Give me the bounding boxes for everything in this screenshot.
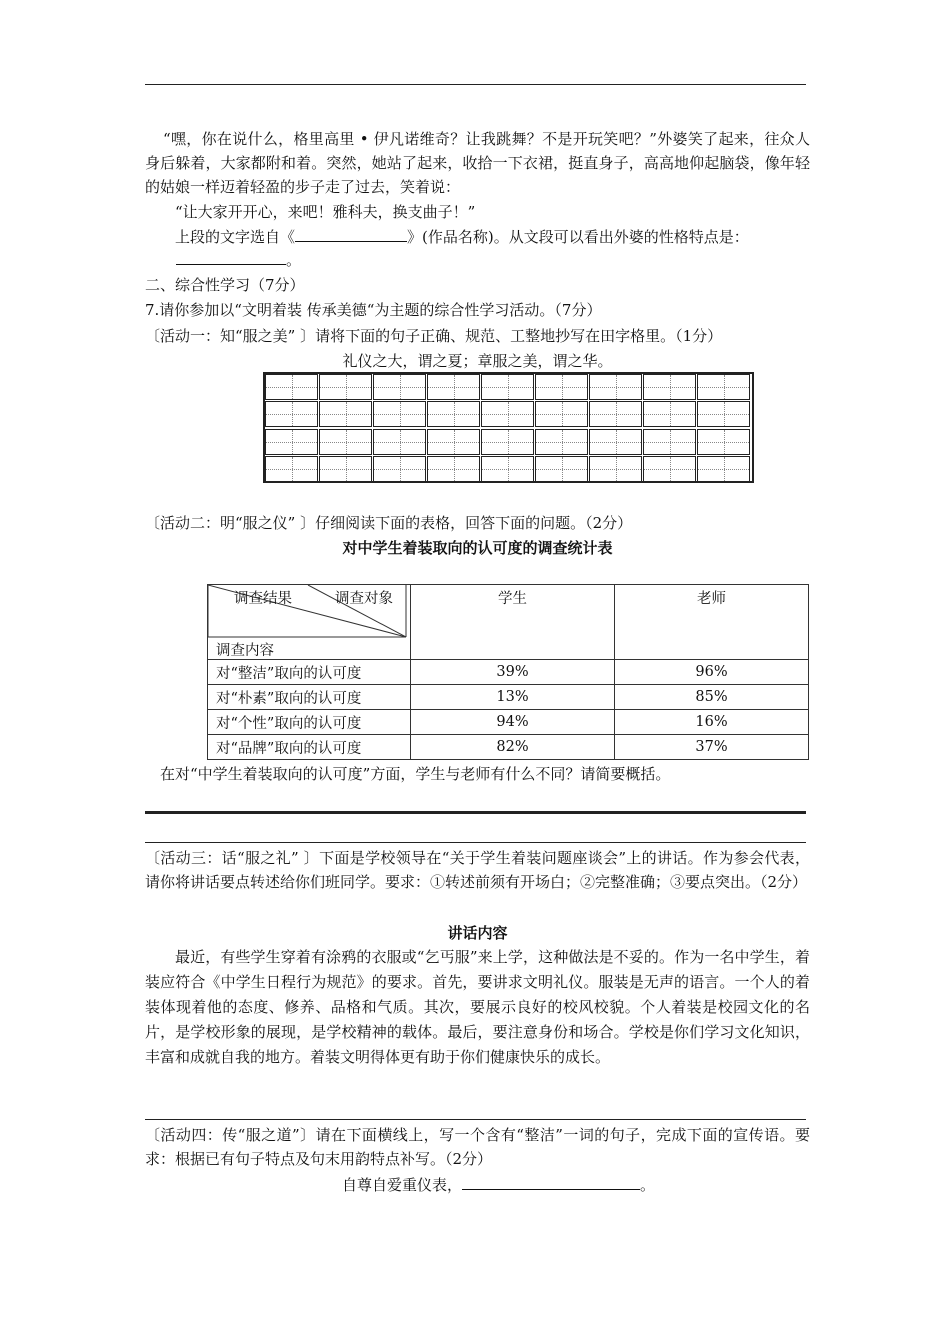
slogan-text: 自尊自爱重仪表， — [342, 1176, 463, 1194]
speech-content: 最近，有些学生穿着有涂鸦的衣服或“乞丐服”来上学，这种做法是不妥的。作为一名中学生，着装应符合《中学生日程行为规范》的要求。首先，要讲求文明礼仪。服装是无声的语言。一个人的着装体现着他的态度、修养、品格和气质。其次，要展示良好的校风校貌。个人着装是校园文化的名片，是学校形象的展现，是学校精神的载体。最后，要注意身份和场合。学校是你们学习文化知识，丰富和成就自我的地方。着装文明得体更有助于你们健康快乐的成长。 — [145, 948, 810, 1066]
grid-cell[interactable] — [427, 401, 480, 427]
row-label: 对“个性”取向的认可度 — [208, 710, 411, 735]
row-label: 对“整洁”取向的认可度 — [208, 660, 411, 685]
table-row — [208, 735, 809, 760]
grid-cell[interactable] — [481, 429, 534, 455]
activity-1-sentence: 礼仪之大，谓之夏；章服之美，谓之华。 — [342, 352, 613, 370]
activity-2-question: 在对“中学生着装取向的认可度”方面，学生与老师有什么不同？请简要概括。 — [160, 765, 671, 783]
activity-3-text: 〔活动三：话“服之礼” 〕下面是学校领导在“关于学生着装问题座谈会”上的讲话。作为参会代表，请你将讲话要点转述给你们班同学。要求：①转述前须有开场白；②完整准确；③要点突出。（2分） — [145, 849, 810, 891]
speech-title: 讲话内容 — [447, 924, 508, 942]
grid-cell[interactable] — [481, 374, 534, 400]
grid-cell[interactable] — [319, 429, 372, 455]
grid-cell[interactable] — [697, 456, 750, 482]
col-teacher-header: 老师 — [615, 585, 809, 660]
question-source-b: 》(作品名称)。从文段可以看出外婆的性格特点是： — [407, 228, 749, 246]
student-value: 82% — [411, 735, 615, 760]
grid-cell[interactable] — [319, 401, 372, 427]
trait-answer-line — [176, 248, 301, 272]
grid-cell[interactable] — [697, 429, 750, 455]
question-7: 7.请你参加以“文明着装 传承美德“为主题的综合性学习活动。（7分） — [145, 301, 602, 319]
question-source — [145, 225, 810, 249]
grid-cell[interactable] — [643, 401, 696, 427]
survey-table-title: 对中学生着装取向的认可度的调查统计表 — [342, 539, 613, 557]
header-result: 调查结果 — [234, 591, 292, 607]
answer-line[interactable] — [145, 842, 806, 843]
grid-cell[interactable] — [697, 401, 750, 427]
header-object: 调查对象 — [335, 591, 393, 607]
grid-cell[interactable] — [319, 374, 372, 400]
work-title-blank[interactable] — [295, 226, 407, 242]
grid-cell[interactable] — [481, 456, 534, 482]
teacher-value: 96% — [615, 660, 809, 685]
teacher-value: 85% — [615, 685, 809, 710]
grid-cell[interactable] — [265, 401, 318, 427]
student-value: 94% — [411, 710, 615, 735]
activity-2-text: 〔活动二：明“服之仪” 〕仔细阅读下面的表格，回答下面的问题。（2分） — [145, 514, 633, 532]
slogan-line — [342, 1173, 655, 1197]
survey-table — [207, 584, 809, 760]
teacher-value: 16% — [615, 710, 809, 735]
grid-cell[interactable] — [427, 456, 480, 482]
diagonal-header-cell — [208, 585, 411, 660]
row-label: 对“品牌”取向的认可度 — [208, 735, 411, 760]
top-rule — [145, 84, 806, 85]
grid-cell[interactable] — [643, 429, 696, 455]
passage-paragraph: “嘿，你在说什么，格里高里 • 伊凡诺维奇？让我跳舞？不是开玩笑吧？”外婆笑了起来，往众人身后躲着，大家都附和着。突然，她站了起来，收拾一下衣裙，挺直身子，高高地仰起脑袋，像年轻的姑娘一样迈着轻盈的步子走了过去，笑着说： — [145, 130, 810, 196]
grid-cell[interactable] — [265, 456, 318, 482]
grid-cell[interactable] — [643, 456, 696, 482]
answer-line-thick[interactable] — [145, 811, 806, 814]
section-heading: 二、综合性学习（7分） — [145, 276, 305, 294]
trait-end: 。 — [286, 251, 302, 269]
grid-cell[interactable] — [373, 374, 426, 400]
slogan-blank[interactable] — [462, 1174, 640, 1190]
grid-cell[interactable] — [589, 374, 642, 400]
grid-cell[interactable] — [589, 429, 642, 455]
separator-line — [145, 1119, 806, 1120]
header-content: 调查内容 — [216, 643, 274, 659]
grid-cell[interactable] — [697, 374, 750, 400]
tianzige-grid[interactable] — [263, 372, 754, 483]
grid-cell[interactable] — [373, 429, 426, 455]
grid-cell[interactable] — [373, 401, 426, 427]
table-row — [208, 710, 809, 735]
row-label: 对“朴素”取向的认可度 — [208, 685, 411, 710]
col-student-header: 学生 — [411, 585, 615, 660]
activity-4-text: 〔活动四：传“服之道”〕请在下面横线上，写一个含有“整洁”一词的句子，完成下面的宣传语。要求：根据已有句子特点及句末用韵特点补写。（2分） — [145, 1126, 810, 1168]
grid-cell[interactable] — [535, 429, 588, 455]
table-row — [208, 685, 809, 710]
grid-cell[interactable] — [427, 429, 480, 455]
grid-cell[interactable] — [535, 374, 588, 400]
grid-cell[interactable] — [373, 456, 426, 482]
grid-cell[interactable] — [481, 401, 534, 427]
grid-cell[interactable] — [535, 401, 588, 427]
student-value: 13% — [411, 685, 615, 710]
grid-cell[interactable] — [589, 456, 642, 482]
table-row — [208, 660, 809, 685]
grid-cell[interactable] — [535, 456, 588, 482]
grid-cell[interactable] — [643, 374, 696, 400]
grid-cell[interactable] — [589, 401, 642, 427]
slogan-end: 。 — [640, 1176, 656, 1194]
grid-cell[interactable] — [265, 374, 318, 400]
passage-quote: “让大家开开心，来吧！雅科夫，换支曲子！” — [175, 203, 476, 221]
grid-cell[interactable] — [427, 374, 480, 400]
trait-blank[interactable] — [176, 249, 286, 265]
activity-1-text: 〔活动一：知“服之美” 〕请将下面的句子正确、规范、工整地抄写在田字格里。（1分） — [145, 327, 723, 345]
grid-cell[interactable] — [319, 456, 372, 482]
question-source-a: 上段的文字选自《 — [175, 228, 296, 246]
teacher-value: 37% — [615, 735, 809, 760]
grid-cell[interactable] — [265, 429, 318, 455]
student-value: 39% — [411, 660, 615, 685]
